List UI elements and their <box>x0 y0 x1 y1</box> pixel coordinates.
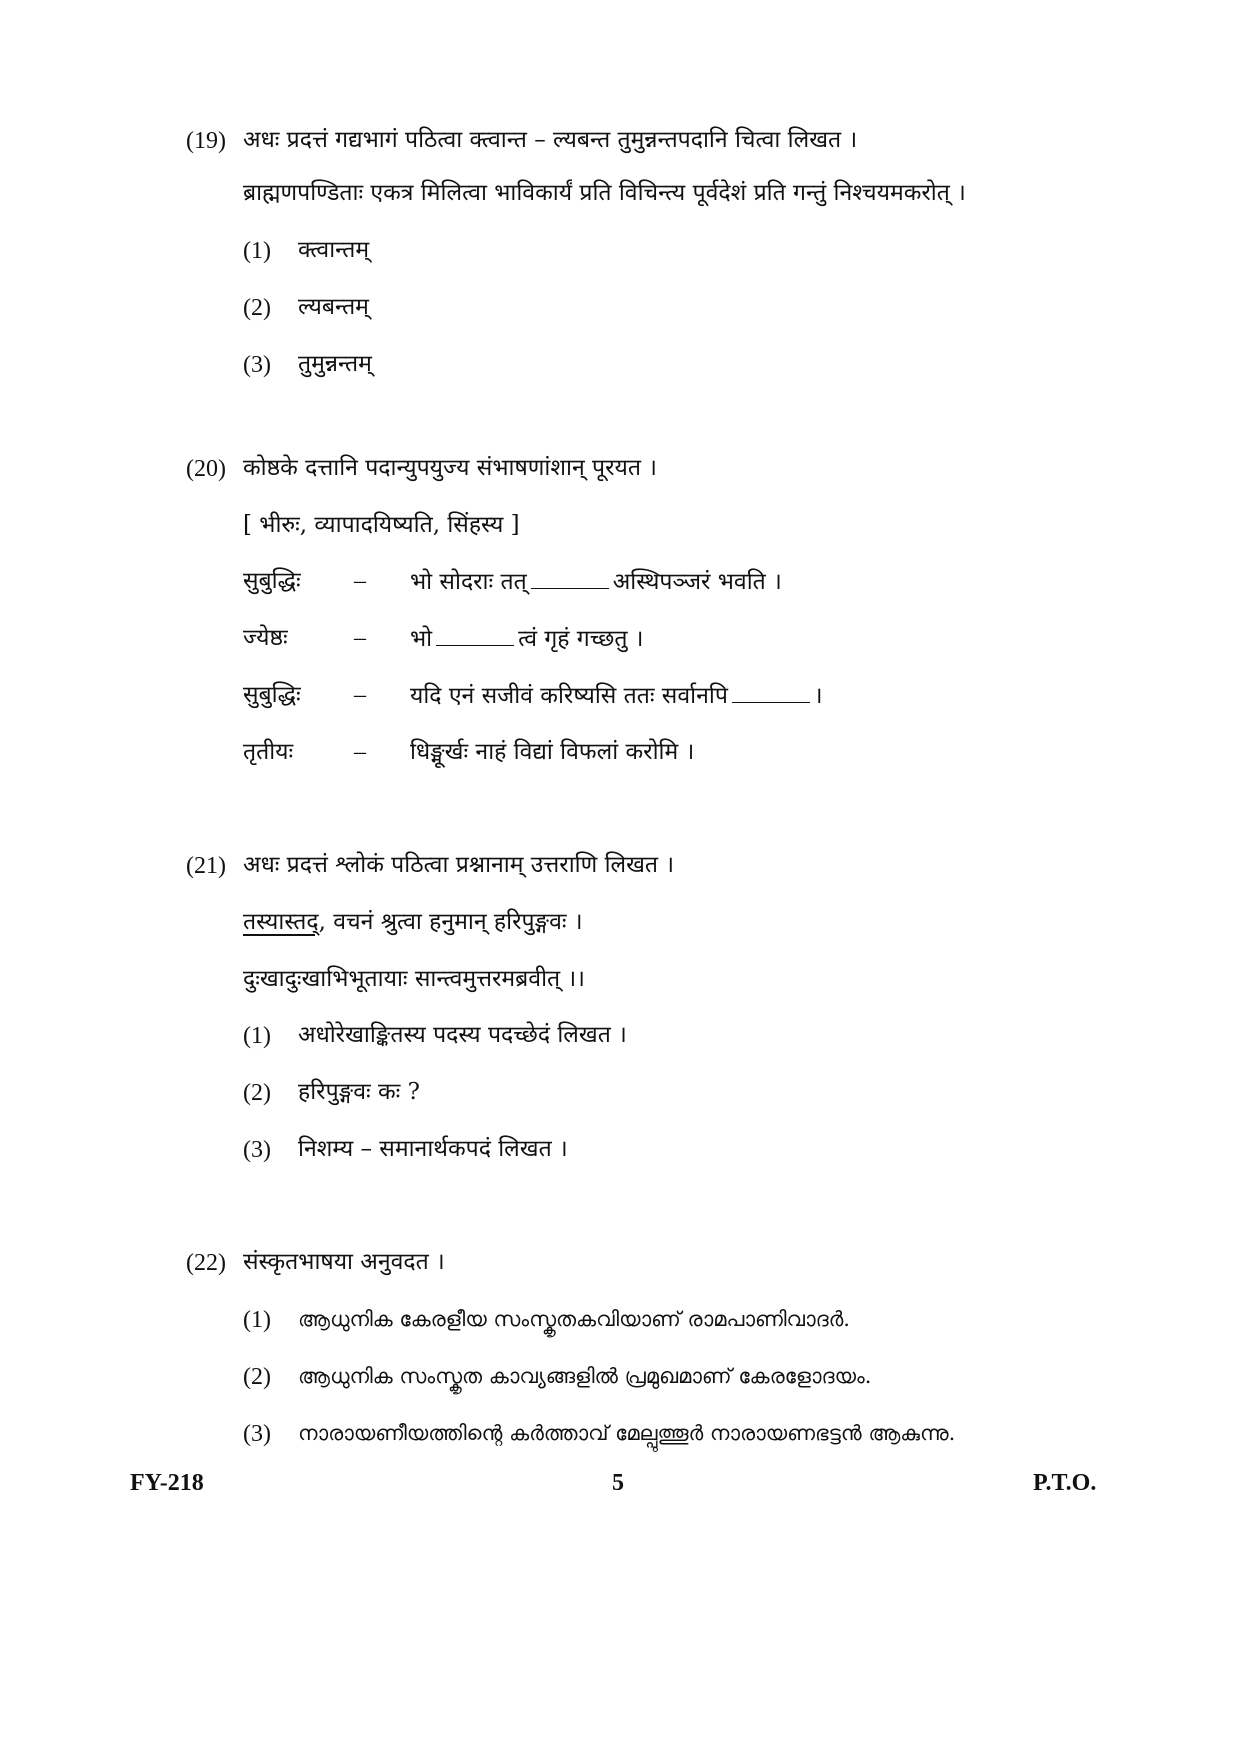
dialogue-speaker: सुबुद्धिः <box>243 682 301 708</box>
dialogue-dash: – <box>354 682 366 708</box>
dialogue-line <box>410 680 823 711</box>
dialogue-speaker: ज्येष्ठः <box>243 625 288 651</box>
page-number: 5 <box>612 1470 624 1496</box>
question-number: (19) <box>186 128 226 154</box>
dialogue-speaker: तृतीयः <box>243 739 294 765</box>
dialogue-dash: – <box>354 568 366 594</box>
verse-line <box>243 907 583 937</box>
dialogue-text: अस्थिपञ्जरं भवति । <box>612 569 782 595</box>
dialogue-text: धिङ्मूर्खः नाहं विद्यां विफलां करोमि । <box>410 739 695 765</box>
option-text: तुमुन्नन्तम् <box>298 351 372 377</box>
dialogue-text: भो सोदराः तत् <box>410 569 527 595</box>
pto-label: P.T.O. <box>1033 1470 1097 1496</box>
question-instruction: कोष्ठके दत्तानि पदान्युपयुज्य संभाषणांशान् पूरयत । <box>243 455 657 481</box>
prose-passage: ब्राह्मणपण्डिताः एकत्र मिलित्वा भाविकार्यं प्रति विचिन्त्य पूर्वदेशं प्रति गन्तुं निश्चयमकरोत् । <box>243 180 966 206</box>
dialogue-line <box>410 566 782 597</box>
dialogue-text: भो <box>410 626 433 652</box>
dialogue-dash: – <box>354 625 366 651</box>
option-number: (1) <box>243 1023 271 1049</box>
question-instruction: संस्कृतभाषया अनुवदत । <box>243 1249 445 1275</box>
paper-code: FY-218 <box>130 1470 204 1496</box>
question-number: (22) <box>186 1250 226 1276</box>
dialogue-dash: – <box>354 739 366 765</box>
dialogue-text: त्वं गृहं गच्छतु । <box>518 626 644 652</box>
option-text: हरिपुङ्गवः कः ? <box>298 1079 420 1105</box>
question-number: (20) <box>186 456 226 482</box>
word-box: [ भीरुः, व्यापादयिष्यति, सिंहस्य ] <box>243 512 520 538</box>
option-number: (3) <box>243 352 271 378</box>
option-number: (2) <box>243 1080 271 1106</box>
dialogue-line <box>410 623 643 654</box>
option-text: क्त्वान्तम् <box>298 237 370 263</box>
option-number: (2) <box>243 1364 271 1390</box>
option-number: (3) <box>243 1137 271 1163</box>
option-number: (2) <box>243 295 271 321</box>
option-text: നാരായണീയത്തിന്റെ കർത്താവ് മേല്പുത്തൂർ നാരായണഭട്ടൻ ആകുന്നു. <box>298 1421 956 1445</box>
option-text: निशम्य – समानार्थकपदं लिखत । <box>298 1136 568 1162</box>
dialogue-text: । <box>813 683 823 709</box>
question-instruction: अधः प्रदत्तं गद्यभागं पठित्वा क्त्वान्त – ल्यबन्त तुमुन्नन्तपदानि चित्वा लिखत । <box>243 127 858 153</box>
verse-text: , वचनं श्रुत्वा हनुमान् हरिपुङ्गवः । <box>318 909 583 935</box>
fill-blank <box>436 623 514 646</box>
underlined-word: तस्यास्तद् <box>243 909 319 935</box>
option-text: ആധുനിക കേരളീയ സംസ്കൃതകവിയാണ് രാമപാണിവാദർ. <box>298 1307 850 1331</box>
dialogue-text: यदि एनं सजीवं करिष्यसि ततः सर्वानपि <box>410 683 728 709</box>
option-number: (1) <box>243 1307 271 1333</box>
question-number: (21) <box>186 853 226 879</box>
option-text: ल्यबन्तम् <box>298 294 369 320</box>
option-number: (1) <box>243 238 271 264</box>
option-text: अधोरेखाङ्कितस्य पदस्य पदच्छेदं लिखत । <box>298 1022 627 1048</box>
fill-blank <box>732 680 810 703</box>
dialogue-speaker: सुबुद्धिः <box>243 568 301 594</box>
question-instruction: अधः प्रदत्तं श्लोकं पठित्वा प्रश्नानाम् उत्तराणि लिखत । <box>243 852 675 878</box>
verse-line: दुःखादुःखाभिभूतायाः सान्त्वमुत्तरमब्रवीत् ।। <box>243 966 585 992</box>
option-number: (3) <box>243 1421 271 1447</box>
option-text: ആധുനിക സംസ്കൃത കാവ്യങ്ങളിൽ പ്രമുഖമാണ് കേരളോദയം. <box>298 1364 872 1388</box>
fill-blank <box>531 566 609 589</box>
